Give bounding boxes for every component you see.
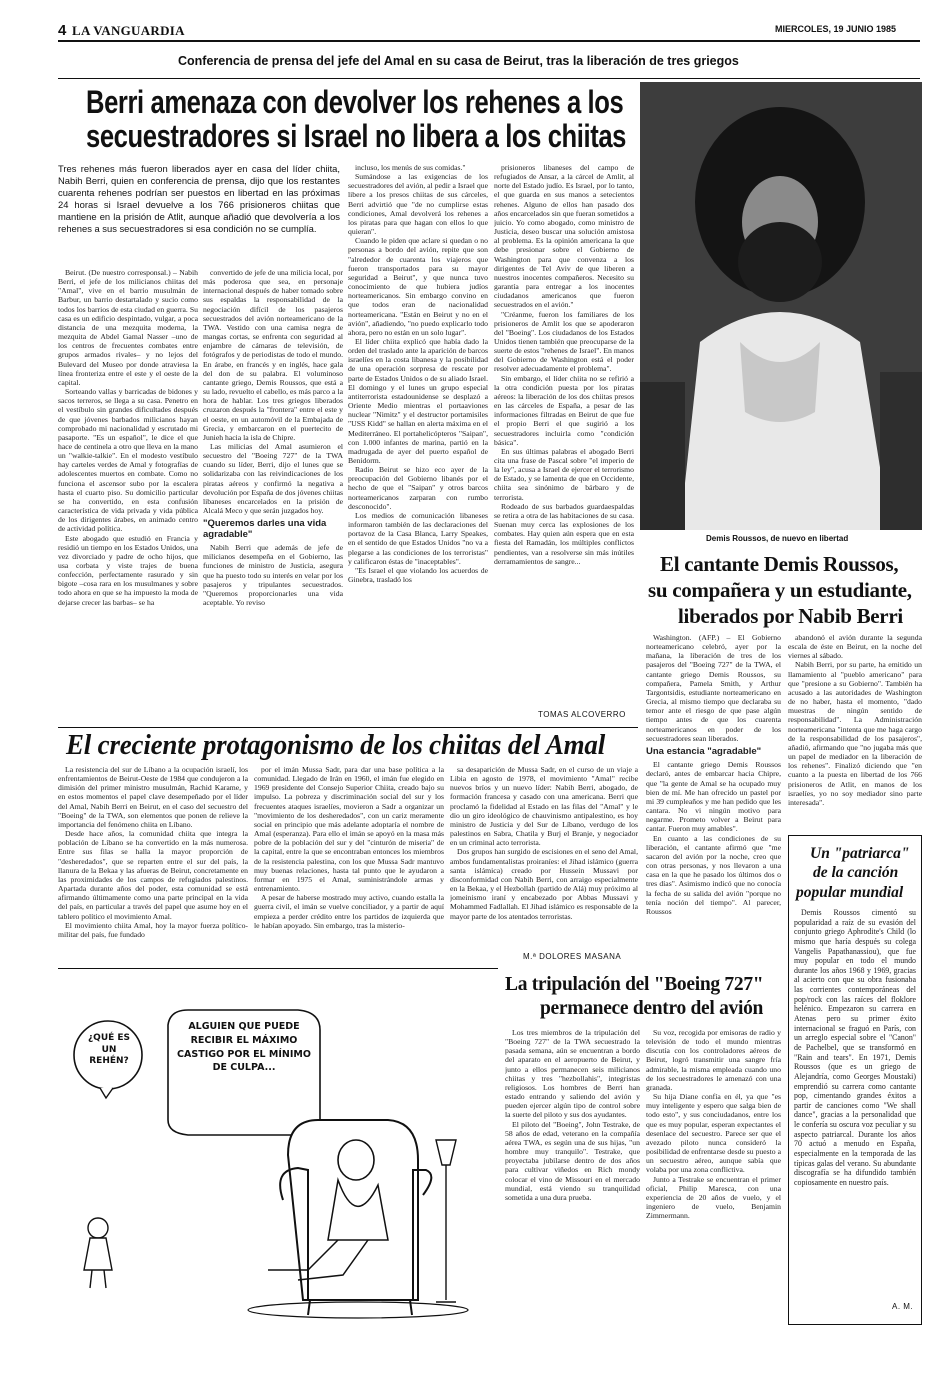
main-body-col-2 — [203, 268, 343, 723]
paragraph: "Es Israel el que violando los acuerdos de Ginebra, trasladó los — [348, 565, 488, 585]
main-lead: Tres rehenes más fueron liberados ayer en casa del líder chiita, Nabih Berri, quien en conferencia de prensa, dijo que los restantes cuarenta rehenes podrían ser puestos en libertad en las próximas 24 horas si Israel devuelve a los 766 prisioneros chiitas que mantiene en la prisión de Atlit, aunque añadió que devolvería a los rehenes a sus secuestradores si esa condición no se cumplía. — [58, 163, 340, 235]
paragraph: Este abogado que estudió en Francia y residió un tiempo en los Estados Unidos, una vez divorciado y padre de ocho hijos, que usa corbata y viste trajes de buena confección, perfectamente rasurado y sin bigote –cosa rara en los musulmanes y sobre todo ahora en que se ha impuesto la moda de dejarse crecer las barbas– se ha — [58, 533, 198, 607]
paragraph: La resistencia del sur de Líbano a la ocupación israelí, los enfrentamientos de Beirut-Oeste de 1984 que condujeron a la dimisión del primer ministro musulmán, Rachid Karame, y en estos momentos el papel clave desempeñado por el líder del Amal, Nabih Berri en Beirut, en el caso del secuestro del "Boeing" de la TWA, son elementos que ponen de relieve la importancia del fenómeno chiita en Líbano. — [58, 765, 248, 829]
crew-headline-line-1: La tripulación del "Boeing 727" — [505, 974, 764, 995]
paragraph: Los medios de comunicación libaneses informaron también de las declaraciones del portavoz de la Casa Blanca, Larry Speakes, en el sentido de que Estados Unidos "no va a plegarse a las condiciones de los terroristas" y calificaron éstas de "inaceptables". — [348, 510, 488, 566]
paragraph: El líder chiita explicó que había dado la orden del traslado ante la aparición de barcos israelíes en la costa libanesa y la posibilidad de una operación sorpresa de rescate por parte de Estados Unidos o de su aliado Israel. El domingo y el lunes un grupo especial antiterrorista estadounidense se desplazó a Oriente Medio mientras el portaaviones nuclear "Nimitz" y el destructor portamisiles "USS Kidd" se hallan en alerta máxima en el Mediterráneo. El portahelicópteros "Saipan", con 1.000 infantes de marina, partió en la madrugada de ayer del puerto español de Benidorm. — [348, 336, 488, 465]
roussos-col-2 — [788, 633, 922, 833]
main-headline-line-2: secuestradores si Israel no libera a los chiitas — [86, 118, 626, 154]
amal-top-rule — [58, 727, 638, 728]
paragraph: Sumándose a las exigencias de los secuestradores del avión, al pedir a Israel que libere a los presos chiitas de sus cárceles, Berri advirtió que "de no cumplirse estas condiciones, Amal devolverá los rehenes a los piratas para que hagan con ellos lo que quieran". — [348, 172, 488, 237]
amal-col-1 — [58, 765, 248, 965]
kicker: Conferencia de prensa del jefe del Amal en su casa de Beirut, tras la liberación de tres griegos — [178, 54, 739, 68]
paragraph: por el imán Mussa Sadr, para dar una base política a la comunidad. Llegado de Irán en 1960, el imán fue elegido en 1969 presidente del Consejo Superior Chiita, creado bajo su impulso. La pobreza y discriminación social del sur y los frecuentes ataques israelíes, movieron a Sadr a organizar un "movimiento de los desheredados", con un cariz meramente social en principio que más adelante adoptaría el nombre de Amal (esperanza). Para ello el imán se apoyó en la masa más pobre de la población del sur y del "cinturón de miseria" de la capital, entre la que se encontraban entonces los miembros de la resistencia palestina, con los que Mussa Sadr mantuvo muy buenas relaciones, hasta tal punto que le ayudaron a formar en 1975 el Amal, suministrándole armas y entrenamiento. — [254, 765, 444, 894]
cartoon-top-rule — [58, 968, 498, 969]
paragraph: A pesar de haberse mostrado muy activo, cuando estalla la guerra civil, el imán se vuelve conciliador, y a partir de aquí empieza a perder crédito entre los partidos de izquierda que le habían apoyado. Sin embargo, tras la misterio- — [254, 893, 444, 930]
main-signature: TOMAS ALCOVERRO — [538, 710, 626, 719]
amal-col-3 — [450, 765, 638, 930]
sidebar-title-line-3: popular mundial — [796, 884, 904, 901]
paragraph: Cuando le piden que aclare si quedan o no personas a bordo del avión, repite que son "alrededor de cuarenta los viajeros que fueron transportados para su mayor seguridad a Beirut", y que nunca tuvo conocimiento de que hubiera judíos norteamericanos. Sin embargo convino en que todos eran de nacionalidad norteamericana. "Están en Beirut y no en el avión", añadiendo, "no puedo explicarlo todo ahora, pero no están en un solo lugar". — [348, 236, 488, 337]
crew-col-1 — [505, 1028, 640, 1328]
paragraph: incluso, los menús de sus comidas." — [355, 163, 466, 172]
paragraph: sa desaparición de Mussa Sadr, en el curso de un viaje a Libia en agosto de 1978, el movimiento "Amal" recibe nuevos bríos y un nuevo líder: Nabih Berri, abogado, de formación francesa y casado con una americana. Berri que proclamó la fidelidad al Estado en las filas del "Amal" y le dio un giro ideológico de chauvinismo antipalestino, es hoy ministro de Justicia y del Sur de Líbano, verdugo de los palestinos en Sabra, Chatila y Burj el Branje, y negociador en un criminal acto terrorista. — [450, 765, 638, 848]
paragraph: Junto a Testrake se encuentran el primer oficial, Philip Maresca, con una experiencia de 20 años de vuelo, y el ingeniero de vuelo, Benjamin Zimmermann. — [646, 1174, 781, 1221]
paragraph: abandonó el avión durante la segunda escala de éste en Beirut, en la noche del viernes al sábado. — [788, 633, 922, 661]
amal-col-2 — [254, 765, 444, 965]
paragraph: Beirut. (De nuestro corresponsal.) – Nabih Berri, el jefe de los milicianos chiitas del "Amal", vive en el barrio musulmán de Barbur, un barrio destartalado y sucio como todos los barrios de esta ciudad en guerra. Su casa es un edificio despintado, vulgar, a poca distancia de una mezquita moderna, la mezquita de Abdel Gamal Nasser –uno de los centros de frecuentes combates entre grupos armados rivales– y no lejos del Bulevard del Museo por donde atraviesa la línea fronteriza entre el este y el oeste de la capital. — [58, 268, 198, 387]
paragraph: Sin embargo, el líder chiita no se refirió a la otra condición puesta por los piratas aéreos: la liberación de los dos chiitas presos en las cárceles de España, a pesar de las informaciones filtradas en Beirut de que fue el propio Berri el que sugirió a los secuestradores incluirla como "condición básica". — [494, 373, 634, 447]
paragraph: Su voz, recogida por emisoras de radio y televisión de todo el mundo mientras discutía con los controladores aéreos de Beirut, logró transmitir una sangre fría admirable, la misma empleada cuando uno de los secuestradores le amenazó con una granada. — [646, 1028, 781, 1092]
paragraph: El cantante griego Demis Roussos declaró, antes de embarcar hacia Chipre, que "la gente de Amal se ha ocupado muy bien de mí. Me han ofrecido un pastel por mi 39 cumpleaños y me han pedido que les cantara. No vi ningún motivo para negarme. Prometo volver a Beirut para cantar. Fueron muy amables". — [646, 760, 781, 834]
sidebar-signature: A. M. — [892, 1302, 914, 1311]
paragraph: Demis Roussos cimentó su popularidad a raíz de su evasión del conjunto griego Aphrodite's Child (lo mismo que haría después su colega Vangelis Papathanassiou), que fue muy popular en todo el mundo durante los años 1968 y 1969, gracias al acierto con que su obra fusionaba las corrientes contemporáneas del pop/rock con las raíces del floklore helénico. Empezaron su carrera en Atenas pero su primer éxito internacional se fraguó en París, con un arreglo especial sobre el "Canon" de Pachelbel, que se transformó en "Rain and tears". En 1971, Demis Roussos (que es un griego de Alejandría, como Georges Moustaki) emprendió su carrera como cantante pop, cimentando grandes éxitos a partir de canciones como "We shall dance", gracias a la personalidad que le confería su oscura voz peculiar y su aspecto patriarcal. Durante los años 70 actuó a menudo en España, especialmente en la temporada de las típicas galas del verano. Su abundante discografía se ha difundido también copiosamente en nuestro país. — [794, 908, 916, 1187]
paragraph: Sorteando vallas y barricadas de bidones y sacos terreros, se llega a su casa. Penetro en el vestíbulo sin grandes dificultades después de que jóvenes barbados milicianos hayan comprobado mi nacionalidad y escrutado mi pasaporte. "Es un español", le dice el que hace de centinela a otro que lleva en la mano un "walkie-talkie". En el modesto vestíbulo hay carteles verdes de Amal y fotografías de adolescentes muertos en combate. Como no funciona el ascensor subo por la escalera hasta el cuarto piso. Su domicilio particular se ha convertido, en esta confusión característica de vida privada y vida pública de los dirigentes árabes, en animado centro de actividad política. — [58, 387, 198, 534]
paragraph: Su hija Diane confía en él, ya que "es muy inteligente y espero que salga bien de todo esto", y sus conciudadanos, entre los que es muy popular, esperan expectantes el desenlace del secuestro. Parece ser que el avezado piloto nunca consideró la posibilidad de enfrentarse desde su puesto a un secuestro aéreo, aunque sabía que volaba por una zona conflictiva. — [646, 1092, 781, 1175]
masthead-rule — [58, 40, 920, 42]
cartoon — [58, 970, 498, 1325]
paragraph: Washington. (AFP.) – El Gobierno norteamericano celebró, ayer por la mañana, la liberación de tres de los pasajeros del "Boeing 727" de la TWA, el cantante griego Demis Roussos, su compañera, Pamela Smith, y Arthur Targontsidis, estudiante norteamericano en Grecia, al mismo tiempo que declaraba su temor ante el riesgo de que pase algún tiempo antes de que los cuarenta norteamericanos en poder de los secuestradores sean liberados. — [646, 633, 781, 743]
paragraph: "Créanme, fueron los familiares de los prisioneros de Amlit los que se apoderaron del "Boeing". Los ciudadanos de los Estados Unidos tienen también que preocuparse de la suerte de estos "rehenes de Israel". En manos del Gobierno de Washington está el poder resolver adecuadamente el problema". — [494, 309, 634, 374]
cartoon-bubble-left-text: ¿QUÉ ES UN REHÉN? — [87, 1033, 131, 1067]
roussos-headline-line-2: su compañera y un estudiante, — [648, 578, 912, 602]
sidebar-title-line-2: de la canción — [813, 864, 899, 881]
paragraph: Desde hace años, la comunidad chiita que integra la población de Líbano se ha convertido en la más numerosa. Entre sus filas se halla la mayor proporción de "desheredados", que se reparten entre el sur del país, la llanura de la Bekaa y las afueras de Beirut, concretamente en las proximidades de los campos de refugiados palestinos. Apartada durante años del poder, esta comunidad se está afirmando últimamente como una parte principal en la vida del país, en particular a través del papel que asume hoy en el tablero político el movimiento Amal. — [58, 829, 248, 921]
main-body-col-4 — [494, 163, 634, 708]
paragraph: Las milicias del Amal asumieron el secuestro del "Boeing 727" de la TWA cuando su líder, Berri, dijo el lunes que se solidarizaba con las reivindicaciones de los piratas aéreos y confirmó la negativa a devolución por España de dos jóvenes chiitas libaneses encarcelados en la prisión de Alcalá Meco y que serán juzgados hoy. — [203, 441, 343, 516]
paragraph: Nabih Berri, por su parte, ha emitido un llamamiento al "pueblo americano" para que "presione a su Gobierno". También ha acusado a las autoridades de Washington de no haber, hasta el momento, "dado muestras de ningún sentido de responsabilidad". La Administración norteamericana "intenta que me haga cargo de la responsabilidad de los pasajeros", añadió, afirmando que "no jugaba más que un papel de mediador en la liberación de los rehenes". Finalizó diciendo que "en cuanto a la puesta en libertad de los 766 prisioneros de Atlit, en manos de los israelíes, yo no soy mediador sino parte interesada". — [788, 660, 922, 807]
paragraph: En cuanto a las condiciones de su liberación, el cantante afirmó que "me sacaron del avión por la noche, creo que con otras personas, y nos llevaron a una casa en la que he pasado los últimos dos o tres días". Asimismo indicó que no conocía la fecha de su salida del avión "porque no tenía noción del tiempo". Al parecer, Roussos — [646, 833, 781, 916]
roussos-col-1 — [646, 633, 781, 963]
paragraph: Dos grupos han surgido de escisiones en el seno del Amal, ambos fundamentalistas proiraníes: el Jihad islámico (guerra santa islámica) creado por Hussein Mussavi por disconformidad con Nabih Berri, con arraigo especialmente en la Bekaa, y el Hezbollah (partido de Alá) muy próximo al jomeinismo iraní y encabezado por Abbas Mussavi y Mohammed Fadlallah. El Jihad islámico es responsable de la mayor parte de los atentados terroristas. — [450, 847, 638, 921]
main-body-col-3 — [348, 163, 488, 723]
main-body-col-1 — [58, 268, 198, 723]
demis-roussos-photo — [640, 82, 922, 530]
paragraph: prisioneros libaneses del campo de refugiados de Ansar, a la cárcel de Amlit, al norte del Estado judío. Es Israel, por lo tanto, el que guarda en sus manos a setecientos rehenes. Alguno de ellos han pasado dos años encarcelados sin que fueran sometidos a juicio. Yo como abogado, como ministro de Justicia, deseo buscar una solución amistosa al problema. Es la opinión americana la que debe presionar sobre el Gobierno de Washington para que convenza a los dirigentes de Tel Aviv de que liberen a nuestros inocentes compañeros. Necesito su garantía para entregar a los inocentes ciudadanos americanos que fueron secuestrados en el avión." — [494, 163, 634, 310]
paragraph: Radio Beirut se hizo eco ayer de la preocupación del Gobierno libanés por el hecho de que el "Saipan" y otros barcos norteamericanos zarparan con rumbo desconocido". — [348, 465, 488, 511]
page-date: MIERCOLES, 19 JUNIO 1985 — [775, 24, 897, 34]
paragraph: convertido de jefe de una milicia local, por más poderosa que sea, en personaje internacional después de haber tomado sobre sus espaldas la responsabilidad de la negociación difícil de los pasajeros secuestrados del avión norteamericano de la TWA. Vestido con una camisa negra de mangas cortas, se enfrenta con seguridad al enjambre de cámaras de televisión, de fotógrafos y de periodistas de todo el mundo. En árabe, en francés y en inglés, hace gala del don de su palabra. El voluminoso cantante griego, Demis Roussos, que está a su lado, revuelto el cabello, es más parco a la hora de hablar. Los tres griegos liberados cruzaron después la "frontera" entre el este y el oeste, en un automóvil de la Embajada de Grecia, y embarcaron en el puertecito de Junieh hacia la isla de Chipre. — [203, 268, 343, 442]
main-subhead: "Queremos darles una vida agradable" — [203, 518, 327, 540]
crew-headline-line-2: permanece dentro del avión — [540, 998, 764, 1019]
paragraph: Rodeado de sus barbados guardaespaldas se retira a otra de las habitaciones de su casa. Suenan muy cerca las explosiones de los combates. Hay quien aún espera que en esta fiesta del Ramadán, los múltiples conflictos pendientes, van a resolverse sin más inútiles derramamientos de sangre... — [494, 501, 634, 566]
roussos-subhead: Una estancia "agradable" — [646, 745, 762, 757]
main-headline-line-1: Berri amenaza con devolver los rehenes a los — [86, 84, 624, 120]
paragraph: El movimiento chiita Amal, hoy la mayor fuerza político-militar del país, fue fundado — [58, 920, 248, 939]
roussos-headline-line-3: liberados por Nabib Berri — [678, 604, 903, 628]
photo-caption: Demis Roussos, de nuevo en libertad — [706, 534, 849, 543]
kicker-rule — [58, 78, 920, 79]
amal-headline: El creciente protagonismo de los chiitas del Amal — [66, 729, 606, 761]
sidebar-title-line-1: Un "patriarca" — [810, 845, 910, 862]
paragraph: Nabih Berri que además de jefe de milicianos desempeña en el Gobierno, las funciones de ministro de Justicia, asegura que ha puesto todo su interés en velar por los pasajeros y tripulantes secuestrados. "Queremos proporcionarles una vida aceptable. Yo reviso — [203, 543, 343, 608]
paper-name: LA VANGUARDIA — [72, 23, 185, 38]
photo-figure — [640, 82, 922, 530]
roussos-headline-line-1: El cantante Demis Roussos, — [660, 552, 899, 576]
amal-signature: M.ª DOLORES MASANA — [523, 952, 622, 961]
sidebar-body — [794, 908, 916, 1293]
cartoon-bubble-right-text: ALGUIEN QUE PUEDE RECIBIR EL MÁXIMO CASTIGO POR EL MÍNIMO DE CULPA... — [177, 1021, 311, 1074]
paragraph: El piloto del "Boeing", John Testrake, de 58 años de edad, veterano en la compañía aérea TWA, es según una de sus hijas, "un hombre muy tranquilo". Testrake, que proyectaba jubilarse dentro de dos años para cultivar viñedos en Rich mondy colocar el vino de Missouri en el mercado mundial, está viendo su tranquilidad sometida a una dura prueba. — [505, 1119, 640, 1202]
paragraph: Los tres miembros de la tripulación del "Boeing 727" de la TWA secuestrado la pasada semana, aún se encuentran a bordo del aparato en el aeropuerto de Beirut, y junto a ellos permanecen seis milicianos chiitas y tres "hezbollahis", integristas religiosos. Los hombres de Berri han estado entrando y saliendo del avión y pueden ejercer algún tipo de control sobre la suerte del piloto y sus dos ayudantes. — [505, 1028, 640, 1120]
paragraph: En sus últimas palabras el abogado Berri cita una frase de Pascal sobre "el imperio de la ley", acusa a Israel de ejercer el terrorismo de Estado, y se lamenta de que en Occidente, chiita sea sinónimo de bárbaro y de terrorista. — [494, 446, 634, 502]
crew-col-2 — [646, 1028, 781, 1328]
page-number: 4 — [58, 22, 67, 39]
